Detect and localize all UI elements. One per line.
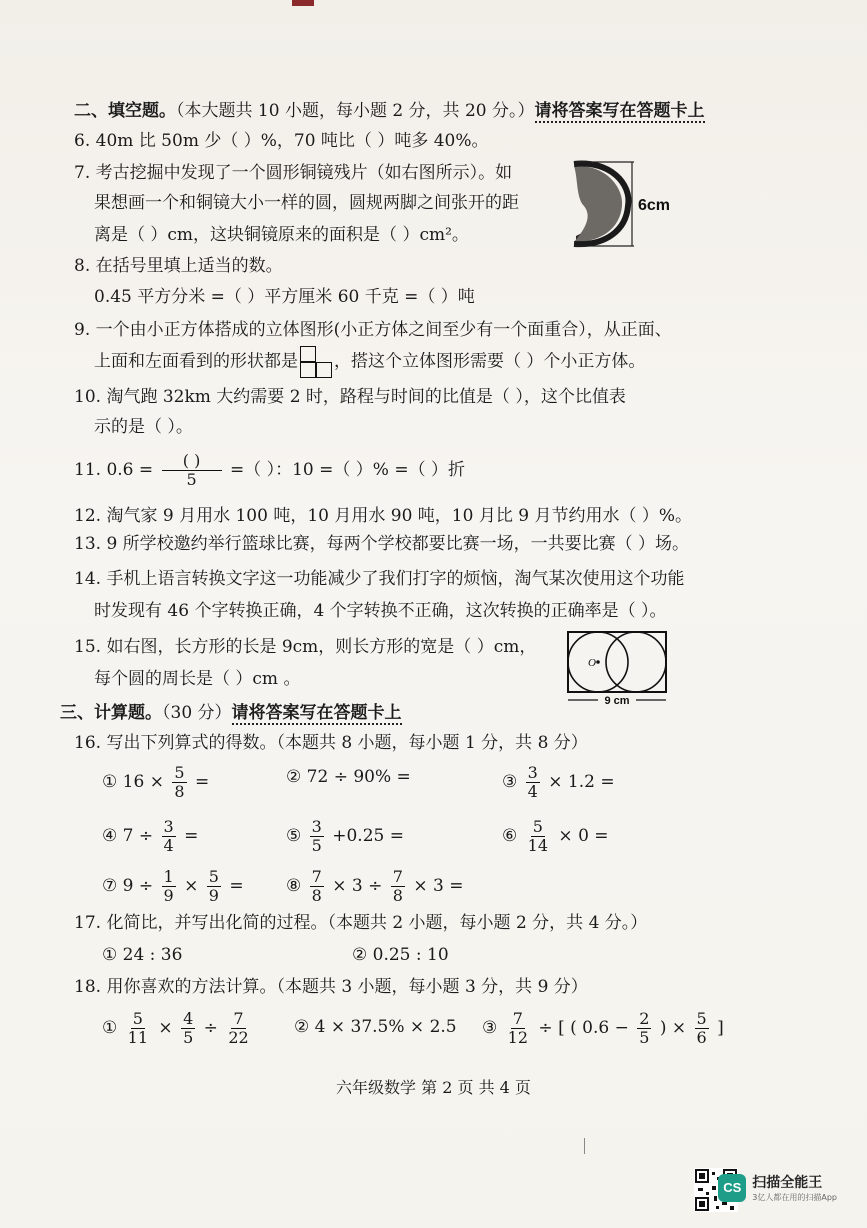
rectangle-shape	[568, 632, 666, 692]
question-14-line2: 时发现有 46 个字转换正确，4 个字转换不正确，这次转换的正确率是（ ）。	[94, 601, 667, 621]
question-9-line1: 9. 一个由小正方体搭成的立体图形(小正方体之间至少有一个面重合），从正面、	[74, 320, 672, 340]
fraction-2	[637, 1010, 651, 1047]
fraction	[172, 764, 186, 801]
denominator: 8	[392, 886, 403, 905]
numerator: 3	[527, 763, 538, 782]
mirror-fragment-figure	[566, 158, 686, 250]
scan-edge-mark	[292, 0, 314, 6]
fraction-2	[391, 868, 405, 905]
denominator: 4	[527, 782, 538, 801]
fraction-2	[181, 1010, 195, 1047]
question-9-line2	[94, 346, 645, 378]
fraction-1	[506, 1010, 530, 1047]
fraction-1	[162, 868, 176, 905]
numerator: 7	[311, 867, 322, 886]
width-label: 9 cm	[604, 695, 630, 707]
section3-header	[60, 700, 402, 726]
fraction-3	[226, 1010, 250, 1047]
expr-suffix: =	[184, 826, 199, 846]
fraction-1	[310, 868, 324, 905]
expr-prefix: 9 ÷	[122, 876, 154, 896]
q16-item-6	[502, 818, 609, 855]
q11-den: 5	[186, 470, 197, 489]
question-17-title: 17. 化简比，并写出化简的过程。（本题共 2 小题，每小题 2 分，共 4 分。）	[74, 913, 648, 933]
question-8-line1: 8. 在括号里填上适当的数。	[74, 256, 283, 276]
fraction-3	[695, 1010, 709, 1047]
numerator: 4	[183, 1009, 194, 1028]
denominator: 9	[163, 886, 174, 905]
numerator: 5	[208, 867, 219, 886]
page-footer: 六年级数学 第 2 页 共 4 页	[336, 1078, 531, 1097]
expr-suffix: × 0 =	[558, 826, 609, 846]
question-15-line2: 每个圆的周长是（ ）cm 。	[94, 669, 301, 689]
q11-suffix: =（ ）：10 =（ ）% =（ ）折	[229, 460, 465, 480]
numerator: 3	[163, 817, 174, 836]
q11-fraction	[162, 452, 222, 489]
denominator: 9	[208, 886, 219, 905]
item-number: ④	[102, 826, 118, 846]
right-circle	[606, 632, 666, 692]
expr-suffix: × 1.2 =	[548, 772, 615, 792]
expr-suffix: =	[229, 876, 244, 896]
question-15-line1: 15. 如右图，长方形的长是 9cm，则长方形的宽是（ ）cm，	[74, 637, 537, 657]
question-16-title: 16. 写出下列算式的得数。（本题共 8 小题，每小题 1 分，共 8 分）	[74, 733, 588, 753]
section3-desc: （30 分）	[162, 703, 232, 723]
numerator: 1	[163, 867, 174, 886]
circles-rectangle-figure	[562, 628, 672, 710]
denominator: 8	[174, 782, 185, 801]
q16-item-2	[286, 764, 411, 790]
q11-prefix: 11. 0.6 =	[74, 460, 154, 480]
expr-suffix: × 3 =	[413, 876, 464, 896]
numerator: 7	[512, 1009, 523, 1028]
camscanner-logo-icon: CS	[718, 1174, 746, 1202]
center-label: O	[588, 657, 596, 669]
question-8-line2: 0.45 平方分米 =（ ）平方厘米 60 千克 =（ ）吨	[94, 287, 475, 307]
numerator: 2	[639, 1009, 650, 1028]
center-dot	[596, 660, 600, 664]
question-11	[74, 452, 465, 489]
q16-item-8	[286, 868, 464, 905]
denominator: 5	[311, 836, 322, 855]
q18-item-1	[102, 1010, 254, 1047]
numerator: 3	[311, 817, 322, 836]
numerator: 5	[696, 1009, 707, 1028]
scan-mark-line	[584, 1138, 585, 1154]
item-number: ③	[482, 1018, 498, 1038]
section3-title: 三、计算题。	[60, 703, 162, 723]
q17-item-2: ② 0.25 : 10	[352, 945, 449, 965]
q16-item-1	[102, 764, 209, 801]
q16-item-3	[502, 764, 615, 801]
fraction	[310, 818, 324, 855]
item-number: ②	[286, 767, 302, 787]
section2-desc: （本大题共 10 小题，每小题 2 分，共 20 分。）	[176, 101, 535, 121]
question-13: 13. 9 所学校邀约举行篮球比赛，每两个学校都要比赛一场，一共要比赛（ ）场。	[74, 534, 690, 554]
denominator: 5	[639, 1028, 650, 1047]
operator: ÷	[203, 1018, 218, 1038]
denominator: 12	[507, 1028, 529, 1047]
mirror-dimension-label: 6cm	[638, 197, 671, 214]
question-10-line2: 示的是（ ）。	[94, 417, 193, 437]
item-number: ⑥	[502, 826, 518, 846]
numerator: 7	[233, 1009, 244, 1028]
denominator: 6	[696, 1028, 707, 1047]
fraction	[526, 818, 550, 855]
item-number: ①	[102, 772, 118, 792]
fraction-1	[126, 1010, 150, 1047]
operator: ) ×	[659, 1018, 687, 1038]
item-number: ①	[102, 1018, 118, 1038]
item-number: ③	[502, 772, 518, 792]
question-7-line3: 离是（ ）cm，这块铜镜原来的面积是（ ）cm²。	[94, 225, 469, 245]
expr-prefix: 16 ×	[122, 772, 164, 792]
expression: 72 ÷ 90% =	[306, 767, 411, 787]
camscanner-subtitle: 3亿人都在用的扫描App	[752, 1193, 837, 1202]
denominator: 4	[163, 836, 174, 855]
expr-middle: ×	[184, 876, 199, 896]
question-9-line2a: 上面和左面看到的形状都是	[94, 351, 298, 372]
denominator: 5	[183, 1028, 194, 1047]
expr-prefix: 7 ÷	[122, 826, 154, 846]
q16-item-7	[102, 868, 244, 905]
bracket-close: ]	[717, 1018, 724, 1038]
denominator: 22	[228, 1028, 249, 1047]
item-number: ⑧	[286, 876, 302, 896]
expr-suffix: +0.25 =	[332, 826, 404, 846]
denominator: 11	[127, 1028, 149, 1047]
operator: ÷ [ ( 0.6 −	[538, 1018, 629, 1038]
expr-middle: × 3 ÷	[332, 876, 383, 896]
fraction-2	[207, 868, 221, 905]
camscanner-text	[752, 1172, 837, 1203]
question-7-line1: 7. 考古挖掘中发现了一个圆形铜镜残片（如右图所示）。如	[74, 163, 513, 183]
q11-num: ( )	[162, 452, 222, 471]
section3-note: 请将答案写在答题卡上	[231, 703, 402, 723]
cube-view-shape-icon	[300, 346, 332, 378]
item-number: ⑤	[286, 826, 302, 846]
question-7-line2: 果想画一个和铜镜大小一样的圆，圆规两脚之间张开的距	[94, 193, 519, 213]
question-9-line2b: ，搭这个立体图形需要（ ）个小正方体。	[334, 351, 646, 372]
camscanner-title: 扫描全能王	[752, 1175, 823, 1191]
q18-item-3	[482, 1010, 724, 1047]
denominator: 14	[527, 836, 549, 855]
question-18-title: 18. 用你喜欢的方法计算。（本题共 3 小题，每小题 3 分，共 9 分）	[74, 977, 588, 997]
operator: ×	[158, 1018, 173, 1038]
q18-item-2: ② 4 × 37.5% × 2.5	[294, 1017, 457, 1037]
fraction	[526, 764, 540, 801]
numerator: 5	[532, 817, 543, 836]
question-10-line1: 10. 淘气跑 32km 大约需要 2 时，路程与时间的比值是（ ），这个比值表	[74, 387, 626, 407]
camscanner-badge	[718, 1172, 837, 1203]
item-number: ⑦	[102, 876, 118, 896]
q16-item-5	[286, 818, 404, 855]
question-12: 12. 淘气家 9 月用水 100 吨，10 月用水 90 吨，10 月比 9 月节约用水（ ）%。	[74, 506, 693, 526]
section2-title: 二、填空题。	[74, 101, 176, 121]
numerator: 7	[392, 867, 403, 886]
denominator: 8	[311, 886, 322, 905]
fraction	[162, 818, 176, 855]
question-14-line1: 14. 手机上语言转换文字这一功能减少了我们打字的烦恼，淘气某次使用这个功能	[74, 569, 685, 589]
q16-item-4	[102, 818, 198, 855]
numerator: 5	[174, 763, 185, 782]
section2-header	[74, 98, 705, 124]
numerator: 5	[132, 1009, 143, 1028]
q17-item-1: ① 24 : 36	[102, 945, 183, 965]
section2-note: 请将答案写在答题卡上	[534, 101, 705, 121]
expr-suffix: =	[194, 772, 210, 792]
question-6: 6. 40m 比 50m 少（ ）%，70 吨比（ ）吨多 40%。	[74, 131, 489, 151]
